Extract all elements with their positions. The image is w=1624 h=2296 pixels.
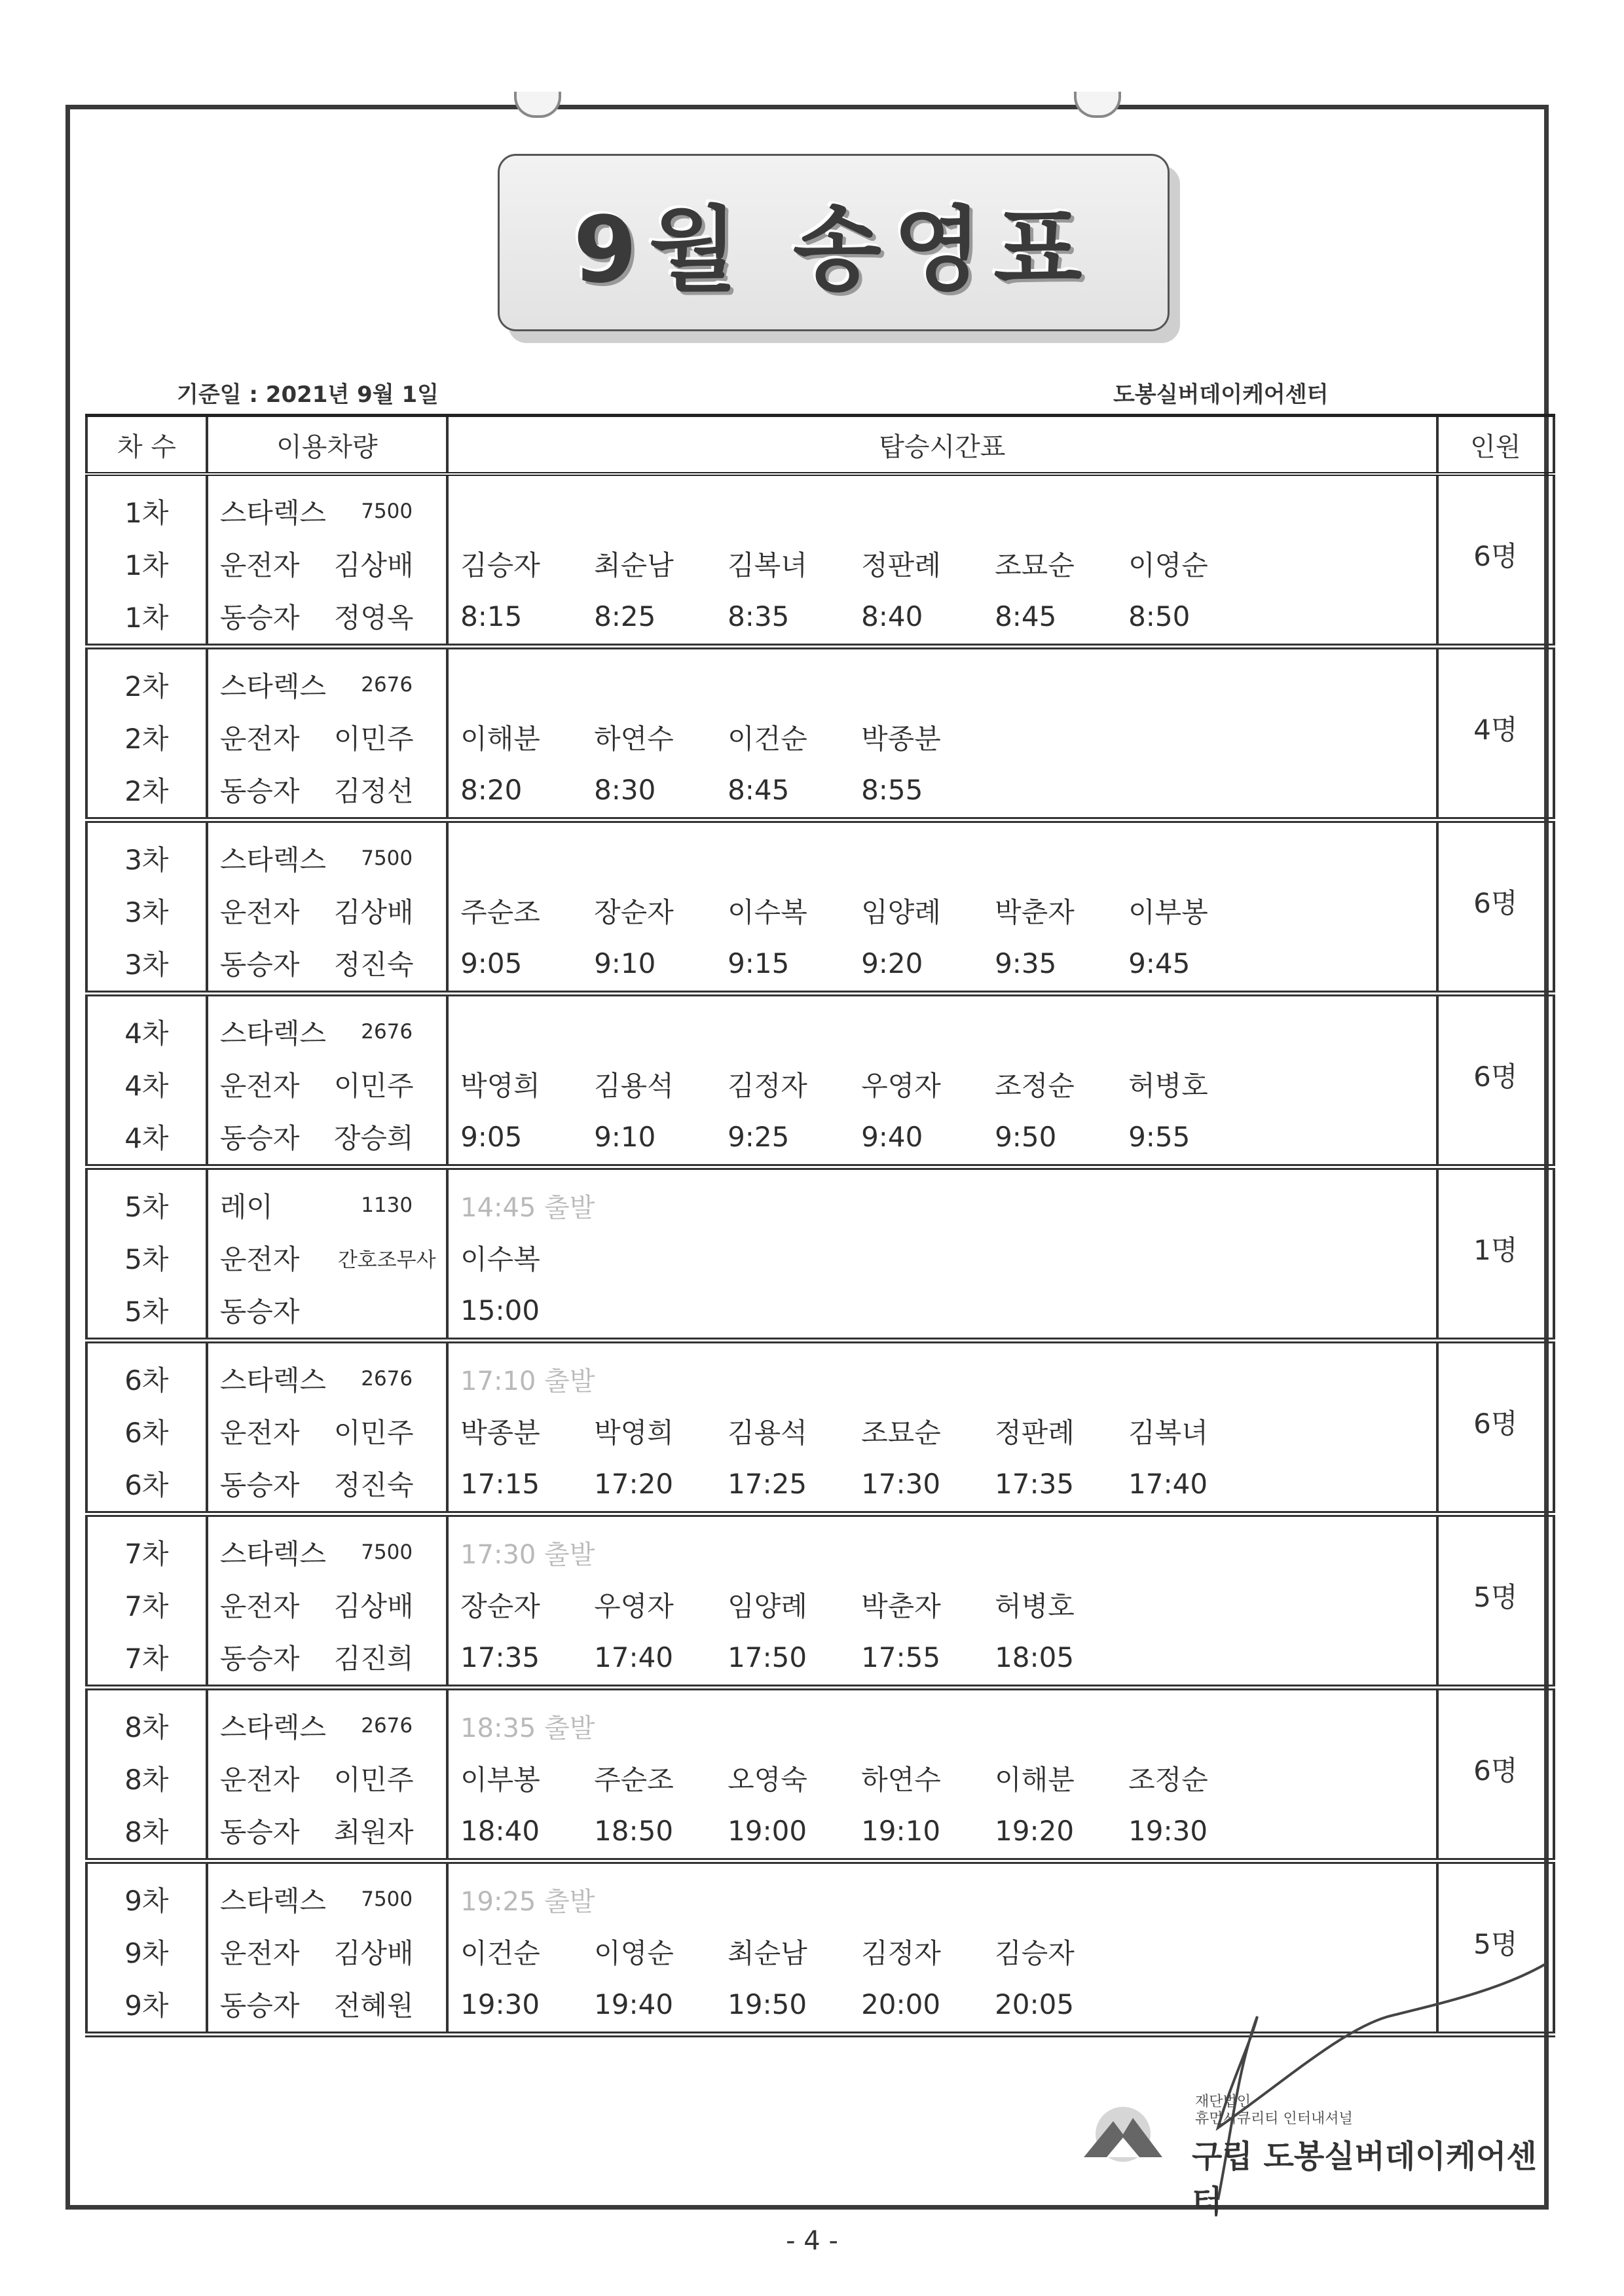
car-label: 8차 [124, 1764, 169, 1796]
helper-label: 동승자 [219, 1469, 300, 1501]
car-label: 1차 [124, 497, 169, 529]
passenger-name: 최순남 [728, 1937, 807, 1969]
driver-name: 김상배 [333, 1937, 414, 1969]
car-label: 7차 [124, 1538, 169, 1570]
vehicle-cell [207, 1341, 447, 1514]
schedule-group-row [86, 1514, 1554, 1688]
passenger-name: 김승자 [995, 1937, 1075, 1969]
car-label: 8차 [124, 1711, 169, 1743]
driver-label: 운전자 [219, 1243, 300, 1275]
base-date: 기준일 : 2021년 9월 1일 [177, 382, 439, 408]
logo-line-1: 재단법인 [1195, 2094, 1251, 2110]
pickup-time: 19:30 [1128, 1814, 1208, 1847]
car-label: 4차 [124, 1017, 169, 1049]
pickup-time: 17:25 [728, 1467, 807, 1500]
passenger-name: 이건순 [728, 723, 807, 755]
pickup-time: 9:25 [728, 1120, 790, 1153]
pickup-time: 15:00 [460, 1294, 540, 1326]
pickup-time: 17:55 [861, 1641, 941, 1673]
vehicle-cell [207, 1688, 447, 1861]
schedule-body [86, 474, 1554, 2035]
car-cell [86, 1514, 207, 1688]
helper-label: 동승자 [219, 1816, 300, 1848]
pickup-time: 17:35 [460, 1641, 540, 1673]
pickup-time: 19:50 [728, 1988, 807, 2020]
pickup-time: 8:55 [861, 773, 923, 806]
passenger-name: 이부봉 [1128, 896, 1208, 928]
schedule-cell [447, 994, 1437, 1167]
driver-label: 운전자 [219, 723, 300, 755]
shuttle-schedule-table [85, 414, 1555, 2037]
departure-time: 17:10 출발 [460, 1366, 595, 1396]
count-cell [1437, 474, 1554, 647]
vehicle-name: 스타렉스 [219, 844, 326, 876]
passenger-count: 4명 [1473, 714, 1518, 746]
car-label: 6차 [124, 1364, 169, 1396]
count-cell [1437, 1514, 1554, 1688]
passenger-name: 박종분 [861, 723, 941, 755]
helper-name: 장승희 [333, 1122, 414, 1154]
helper-label: 동승자 [219, 775, 300, 807]
pickup-time: 9:50 [995, 1120, 1057, 1153]
header-vehicle: 이용차량 [207, 416, 447, 475]
driver-label: 운전자 [219, 1070, 300, 1102]
vehicle-name: 스타렉스 [219, 1885, 326, 1917]
schedule-group-row [86, 1167, 1554, 1341]
pickup-time: 9:10 [594, 947, 656, 979]
pickup-time: 18:50 [594, 1814, 674, 1847]
helper-name: 정영옥 [333, 602, 414, 634]
pickup-time: 8:15 [460, 600, 523, 632]
passenger-count: 6명 [1473, 1061, 1518, 1093]
car-label: 3차 [124, 844, 169, 876]
helper-label: 동승자 [219, 1643, 300, 1675]
car-label: 3차 [124, 896, 169, 928]
passenger-name: 임양례 [861, 896, 941, 928]
schedule-group-row [86, 647, 1554, 820]
car-label: 9차 [124, 1937, 169, 1969]
passenger-name: 이부봉 [460, 1764, 540, 1796]
passenger-name: 최순남 [594, 549, 674, 581]
car-label: 9차 [124, 1885, 169, 1917]
pickup-time: 17:40 [594, 1641, 674, 1673]
car-label: 5차 [124, 1243, 169, 1275]
logo-line-2: 휴먼시큐리티 인터내셔널 [1195, 2111, 1353, 2127]
vehicle-cell [207, 994, 447, 1167]
passenger-name: 이건순 [460, 1937, 540, 1969]
helper-label: 동승자 [219, 1122, 300, 1154]
driver-name: 이민주 [333, 723, 414, 755]
car-label: 1차 [124, 602, 169, 634]
driver-name: 김상배 [333, 549, 414, 581]
driver-label: 운전자 [219, 1417, 300, 1449]
driver-label: 운전자 [219, 1764, 300, 1796]
helper-name: 김진희 [333, 1643, 414, 1675]
pickup-time: 9:10 [594, 1120, 656, 1153]
car-label: 4차 [124, 1070, 169, 1102]
passenger-name: 하연수 [594, 723, 674, 755]
vehicle-name: 스타렉스 [219, 1364, 326, 1396]
helper-name: 최원자 [333, 1816, 414, 1848]
passenger-name: 주순조 [460, 896, 540, 928]
passenger-name: 임양례 [728, 1590, 807, 1622]
pickup-time: 18:05 [995, 1641, 1075, 1673]
passenger-name: 이해분 [995, 1764, 1075, 1796]
count-cell [1437, 1688, 1554, 1861]
logo-name: 구립 도봉실버데이케어센터 [1192, 2138, 1537, 2220]
car-label: 2차 [124, 723, 169, 755]
car-label: 2차 [124, 775, 169, 807]
driver-name: 김상배 [333, 896, 414, 928]
passenger-name: 박종분 [460, 1417, 540, 1449]
header-count: 인원 [1437, 416, 1554, 475]
passenger-count: 6명 [1473, 540, 1518, 572]
driver-name: 간호조무사 [337, 1248, 436, 1272]
center-name: 도봉실버데이케어센터 [1113, 382, 1329, 408]
count-cell [1437, 820, 1554, 994]
vehicle-name: 레이 [219, 1191, 273, 1223]
pickup-time: 8:25 [594, 600, 656, 632]
vehicle-number: 2676 [361, 1367, 413, 1391]
vehicle-name: 스타렉스 [219, 1017, 326, 1049]
pickup-time: 19:30 [460, 1988, 540, 2020]
passenger-name: 이영순 [594, 1937, 674, 1969]
driver-label: 운전자 [219, 1937, 300, 1969]
pickup-time: 9:05 [460, 947, 523, 979]
car-label: 1차 [124, 549, 169, 581]
schedule-cell [447, 820, 1437, 994]
passenger-name: 김용석 [728, 1417, 807, 1449]
helper-name: 정진숙 [333, 949, 414, 981]
passenger-name: 우영자 [861, 1070, 941, 1102]
vehicle-number: 2676 [361, 1020, 413, 1044]
car-label: 6차 [124, 1417, 169, 1449]
schedule-group-row [86, 474, 1554, 647]
car-label: 4차 [124, 1122, 169, 1154]
schedule-cell [447, 647, 1437, 820]
passenger-name: 조묘순 [995, 549, 1075, 581]
vehicle-cell [207, 647, 447, 820]
passenger-name: 박영희 [460, 1070, 540, 1102]
helper-label: 동승자 [219, 1296, 300, 1328]
passenger-name: 조정순 [1128, 1764, 1208, 1796]
vehicle-number: 7500 [361, 847, 413, 870]
car-cell [86, 820, 207, 994]
driver-name: 이민주 [333, 1070, 414, 1102]
passenger-name: 김정자 [728, 1070, 807, 1102]
pickup-time: 9:45 [1128, 947, 1190, 979]
vehicle-cell [207, 1861, 447, 2035]
vehicle-name: 스타렉스 [219, 670, 326, 702]
pickup-time: 9:20 [861, 947, 923, 979]
helper-name: 전혜원 [333, 1990, 414, 2022]
footer-logo [1080, 2088, 1552, 2220]
passenger-name: 박춘자 [861, 1590, 941, 1622]
vehicle-name: 스타렉스 [219, 1538, 326, 1570]
pickup-time: 17:30 [861, 1467, 941, 1500]
car-label: 7차 [124, 1643, 169, 1675]
passenger-count: 5명 [1473, 1581, 1518, 1613]
page-title: 9월 송영표 [573, 197, 1094, 304]
passenger-name: 조정순 [995, 1070, 1075, 1102]
schedule-cell [447, 474, 1437, 647]
car-cell [86, 647, 207, 820]
pickup-time: 9:05 [460, 1120, 523, 1153]
passenger-name: 이영순 [1128, 549, 1208, 581]
vehicle-cell [207, 1167, 447, 1341]
vehicle-cell [207, 820, 447, 994]
count-cell [1437, 1341, 1554, 1514]
pickup-time: 19:20 [995, 1814, 1075, 1847]
passenger-name: 허병호 [1128, 1070, 1208, 1102]
passenger-name: 김복녀 [728, 549, 807, 581]
passenger-name: 하연수 [861, 1764, 941, 1796]
vehicle-name: 스타렉스 [219, 1711, 326, 1743]
vehicle-number: 2676 [361, 673, 413, 697]
vehicle-number: 1130 [361, 1194, 413, 1217]
passenger-count: 6명 [1473, 1408, 1518, 1440]
passenger-name: 장순자 [594, 896, 674, 928]
pickup-time: 19:10 [861, 1814, 941, 1847]
car-label: 7차 [124, 1590, 169, 1622]
schedule-cell [447, 1167, 1437, 1341]
passenger-name: 조묘순 [861, 1417, 941, 1449]
page-number: - 4 - [786, 2226, 838, 2256]
driver-label: 운전자 [219, 1590, 300, 1622]
schedule-group-row [86, 1341, 1554, 1514]
vehicle-number: 2676 [361, 1714, 413, 1738]
passenger-name: 박영희 [594, 1417, 674, 1449]
departure-time: 18:35 출발 [460, 1713, 595, 1743]
car-cell [86, 1167, 207, 1341]
pickup-time: 18:40 [460, 1814, 540, 1847]
helper-name: 김정선 [333, 775, 414, 807]
schedule-cell [447, 1514, 1437, 1688]
passenger-count: 6명 [1473, 1755, 1518, 1787]
pickup-time: 9:35 [995, 947, 1057, 979]
car-cell [86, 1341, 207, 1514]
vehicle-cell [207, 1514, 447, 1688]
pickup-time: 17:50 [728, 1641, 807, 1673]
pickup-time: 17:35 [995, 1467, 1075, 1500]
schedule-group-row [86, 1688, 1554, 1861]
mountain-logo-icon [1080, 2105, 1166, 2164]
pickup-time: 17:15 [460, 1467, 540, 1500]
passenger-name: 오영숙 [728, 1764, 807, 1796]
pickup-time: 19:00 [728, 1814, 807, 1847]
title-banner [498, 154, 1170, 331]
departure-time: 14:45 출발 [460, 1192, 595, 1223]
passenger-name: 이수복 [728, 896, 807, 928]
car-label: 9차 [124, 1990, 169, 2022]
car-label: 8차 [124, 1816, 169, 1848]
driver-name: 이민주 [333, 1417, 414, 1449]
passenger-name: 김복녀 [1128, 1417, 1208, 1449]
pickup-time: 8:40 [861, 600, 923, 632]
car-label: 6차 [124, 1469, 169, 1501]
pickup-time: 8:30 [594, 773, 656, 806]
passenger-name: 김승자 [460, 549, 540, 581]
passenger-name: 주순조 [594, 1764, 674, 1796]
pickup-time: 20:00 [861, 1988, 941, 2020]
pickup-time: 17:20 [594, 1467, 674, 1500]
header-schedule: 탑승시간표 [447, 416, 1437, 475]
departure-time: 19:25 출발 [460, 1886, 595, 1917]
count-cell [1437, 1167, 1554, 1341]
logo-subtitle [1195, 2094, 1353, 2128]
pickup-time: 9:40 [861, 1120, 923, 1153]
passenger-count: 6명 [1473, 887, 1518, 919]
helper-label: 동승자 [219, 949, 300, 981]
passenger-name: 정판례 [861, 549, 941, 581]
driver-label: 운전자 [219, 549, 300, 581]
pickup-time: 17:40 [1128, 1467, 1208, 1500]
driver-name: 이민주 [333, 1764, 414, 1796]
car-label: 5차 [124, 1296, 169, 1328]
car-cell [86, 474, 207, 647]
count-cell [1437, 994, 1554, 1167]
pickup-time: 8:20 [460, 773, 523, 806]
passenger-name: 김정자 [861, 1937, 941, 1969]
schedule-cell [447, 1688, 1437, 1861]
passenger-name: 김용석 [594, 1070, 674, 1102]
driver-label: 운전자 [219, 896, 300, 928]
car-label: 2차 [124, 670, 169, 702]
car-label: 3차 [124, 949, 169, 981]
pickup-time: 8:45 [728, 773, 790, 806]
schedule-cell [447, 1341, 1437, 1514]
helper-label: 동승자 [219, 1990, 300, 2022]
vehicle-number: 7500 [361, 1540, 413, 1564]
car-cell [86, 1688, 207, 1861]
vehicle-cell [207, 474, 447, 647]
table-header-row [86, 416, 1554, 475]
count-cell [1437, 647, 1554, 820]
helper-label: 동승자 [219, 602, 300, 634]
schedule-group-row [86, 994, 1554, 1167]
vehicle-number: 7500 [361, 1887, 413, 1911]
car-label: 5차 [124, 1191, 169, 1223]
passenger-count: 5명 [1473, 1928, 1518, 1960]
driver-name: 김상배 [333, 1590, 414, 1622]
vehicle-number: 7500 [361, 500, 413, 523]
schedule-group-row [86, 820, 1554, 994]
passenger-name: 우영자 [594, 1590, 674, 1622]
passenger-name: 이수복 [460, 1243, 540, 1275]
helper-name: 정진숙 [333, 1469, 414, 1501]
pickup-time: 20:05 [995, 1988, 1075, 2020]
pickup-time: 8:50 [1128, 600, 1190, 632]
pickup-time: 9:15 [728, 947, 790, 979]
passenger-name: 이해분 [460, 723, 540, 755]
vehicle-name: 스타렉스 [219, 497, 326, 529]
car-cell [86, 1861, 207, 2035]
pickup-time: 9:55 [1128, 1120, 1190, 1153]
pickup-time: 8:35 [728, 600, 790, 632]
passenger-name: 정판례 [995, 1417, 1075, 1449]
car-cell [86, 994, 207, 1167]
header-car: 차 수 [86, 416, 207, 475]
pickup-time: 8:45 [995, 600, 1057, 632]
passenger-count: 1명 [1473, 1234, 1518, 1266]
passenger-name: 허병호 [995, 1590, 1075, 1622]
passenger-name: 박춘자 [995, 896, 1075, 928]
pickup-time: 19:40 [594, 1988, 674, 2020]
passenger-name: 장순자 [460, 1590, 540, 1622]
departure-time: 17:30 출발 [460, 1539, 595, 1570]
